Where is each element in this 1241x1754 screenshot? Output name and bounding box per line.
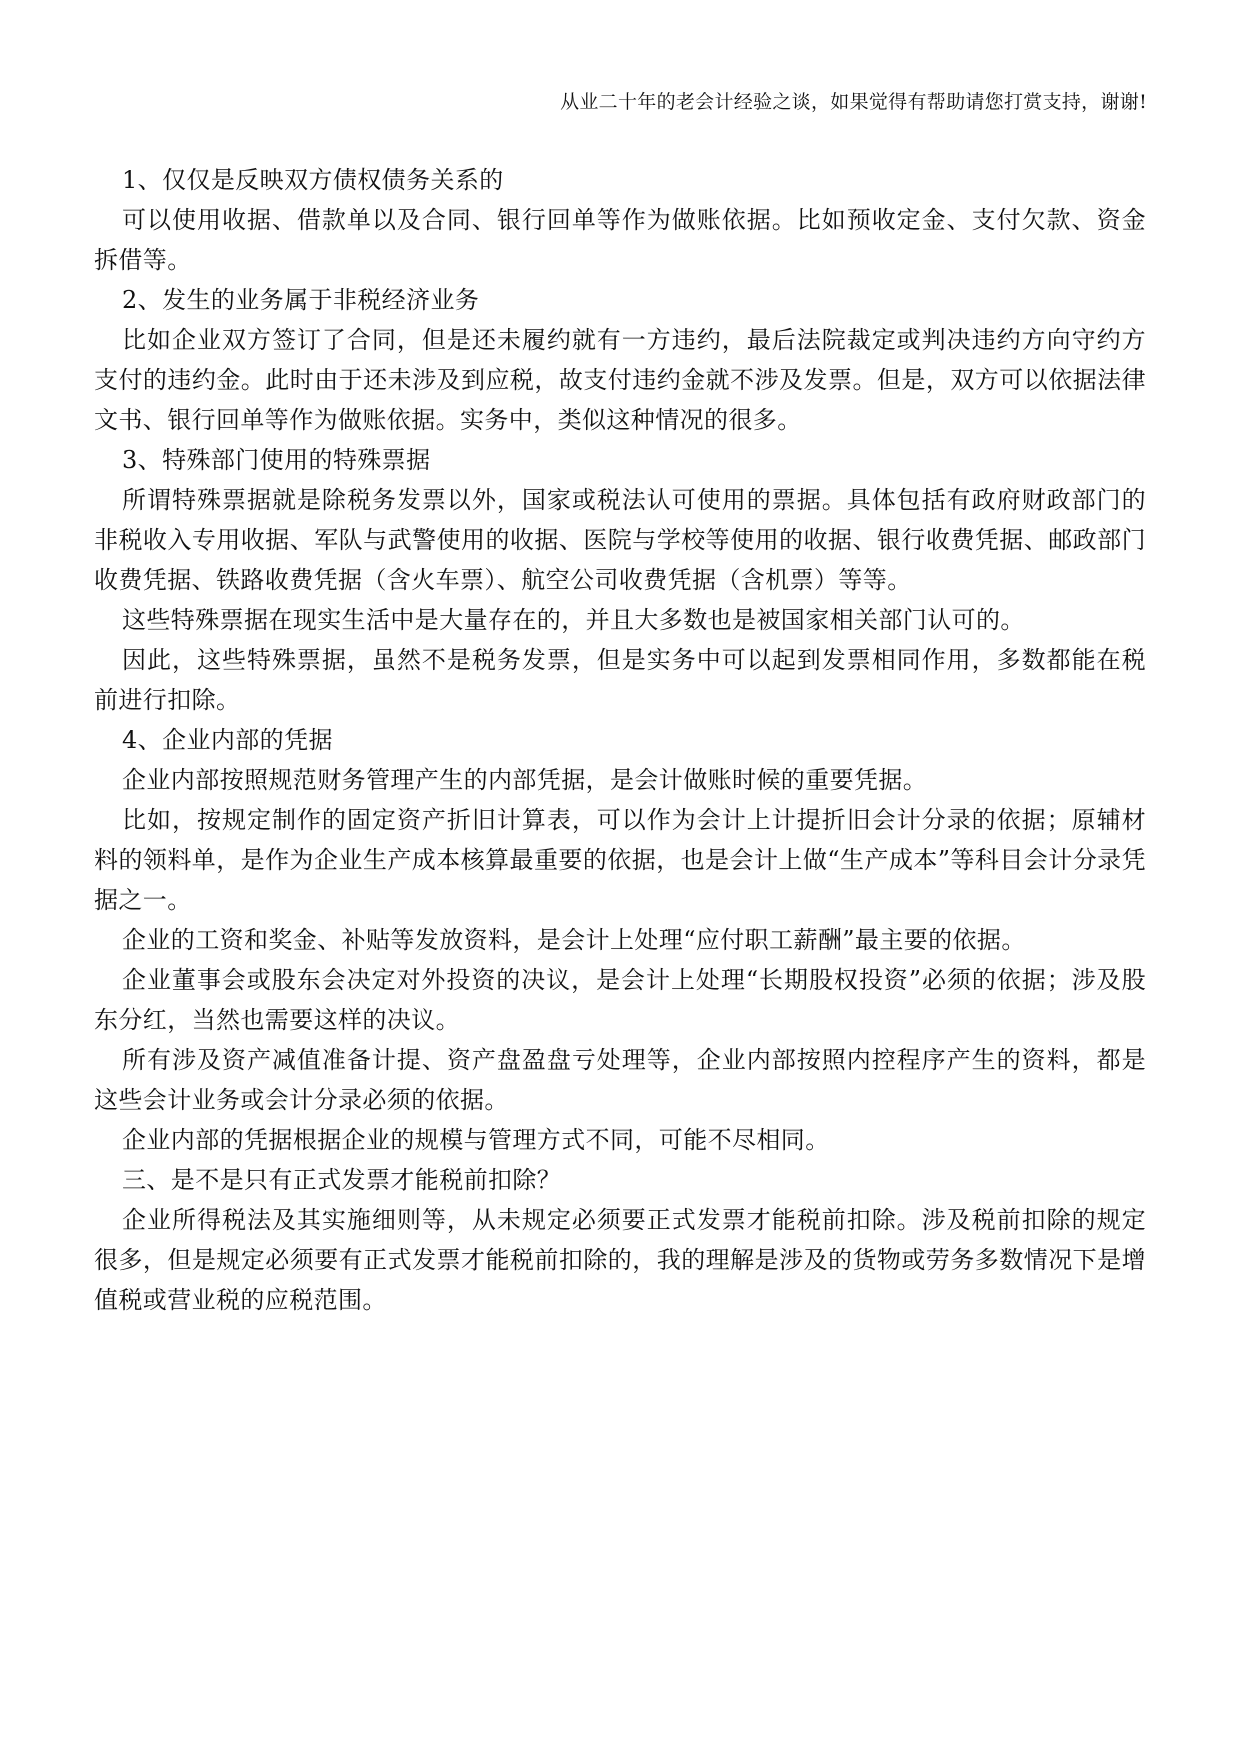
paragraph: 企业内部按照规范财务管理产生的内部凭据，是会计做账时候的重要凭据。	[122, 766, 928, 794]
paragraph: 所有涉及资产减值准备计提、资产盘盈盘亏处理等，企业内部按照内控程序产生的资料，都是这些会计业务或会计分录必须的依据。	[94, 1046, 1146, 1114]
heading-2: 2、发生的业务属于非税经济业务	[122, 286, 480, 314]
paragraph: 企业所得税法及其实施细则等，从未规定必须要正式发票才能税前扣除。涉及税前扣除的规定很多，但是规定必须要有正式发票才能税前扣除的，我的理解是涉及的货物或劳务多数情况下是增值税或营业税的应税范围。	[94, 1206, 1146, 1314]
paragraph: 比如企业双方签订了合同，但是还未履约就有一方违约，最后法院裁定或判决违约方向守约方支付的违约金。此时由于还未涉及到应税，故支付违约金就不涉及发票。但是，双方可以依据法律文书、银行回单等作为做账依据。实务中，类似这种情况的很多。	[94, 326, 1146, 434]
heading-4: 4、企业内部的凭据	[122, 726, 333, 754]
document-body	[94, 160, 1146, 1320]
paragraph: 这些特殊票据在现实生活中是大量存在的，并且大多数也是被国家相关部门认可的。	[122, 606, 1025, 634]
paragraph: 企业内部的凭据根据企业的规模与管理方式不同，可能不尽相同。	[122, 1126, 830, 1154]
paragraph: 因此，这些特殊票据，虽然不是税务发票，但是实务中可以起到发票相同作用，多数都能在税前进行扣除。	[94, 646, 1146, 714]
heading-3: 3、特殊部门使用的特殊票据	[122, 446, 431, 474]
paragraph: 所谓特殊票据就是除税务发票以外，国家或税法认可使用的票据。具体包括有政府财政部门的非税收入专用收据、军队与武警使用的收据、医院与学校等使用的收据、银行收费凭据、邮政部门收费凭据、铁路收费凭据（含火车票）、航空公司收费凭据（含机票）等等。	[94, 486, 1146, 594]
paragraph: 企业董事会或股东会决定对外投资的决议，是会计上处理“长期股权投资”必须的依据；涉及股东分红，当然也需要这样的决议。	[94, 966, 1146, 1034]
paragraph: 企业的工资和奖金、补贴等发放资料，是会计上处理“应付职工薪酬”最主要的依据。	[122, 926, 1026, 954]
section-heading-3: 三、是不是只有正式发票才能税前扣除？	[122, 1166, 562, 1194]
paragraph: 可以使用收据、借款单以及合同、银行回单等作为做账依据。比如预收定金、支付欠款、资金拆借等。	[94, 206, 1146, 274]
paragraph: 比如，按规定制作的固定资产折旧计算表，可以作为会计上计提折旧会计分录的依据；原辅材料的领料单，是作为企业生产成本核算最重要的依据，也是会计上做“生产成本”等科目会计分录凭据之一。	[94, 806, 1146, 914]
header-note: 从业二十年的老会计经验之谈，如果觉得有帮助请您打赏支持，谢谢!	[560, 91, 1147, 113]
heading-1: 1、仅仅是反映双方债权债务关系的	[122, 166, 504, 194]
